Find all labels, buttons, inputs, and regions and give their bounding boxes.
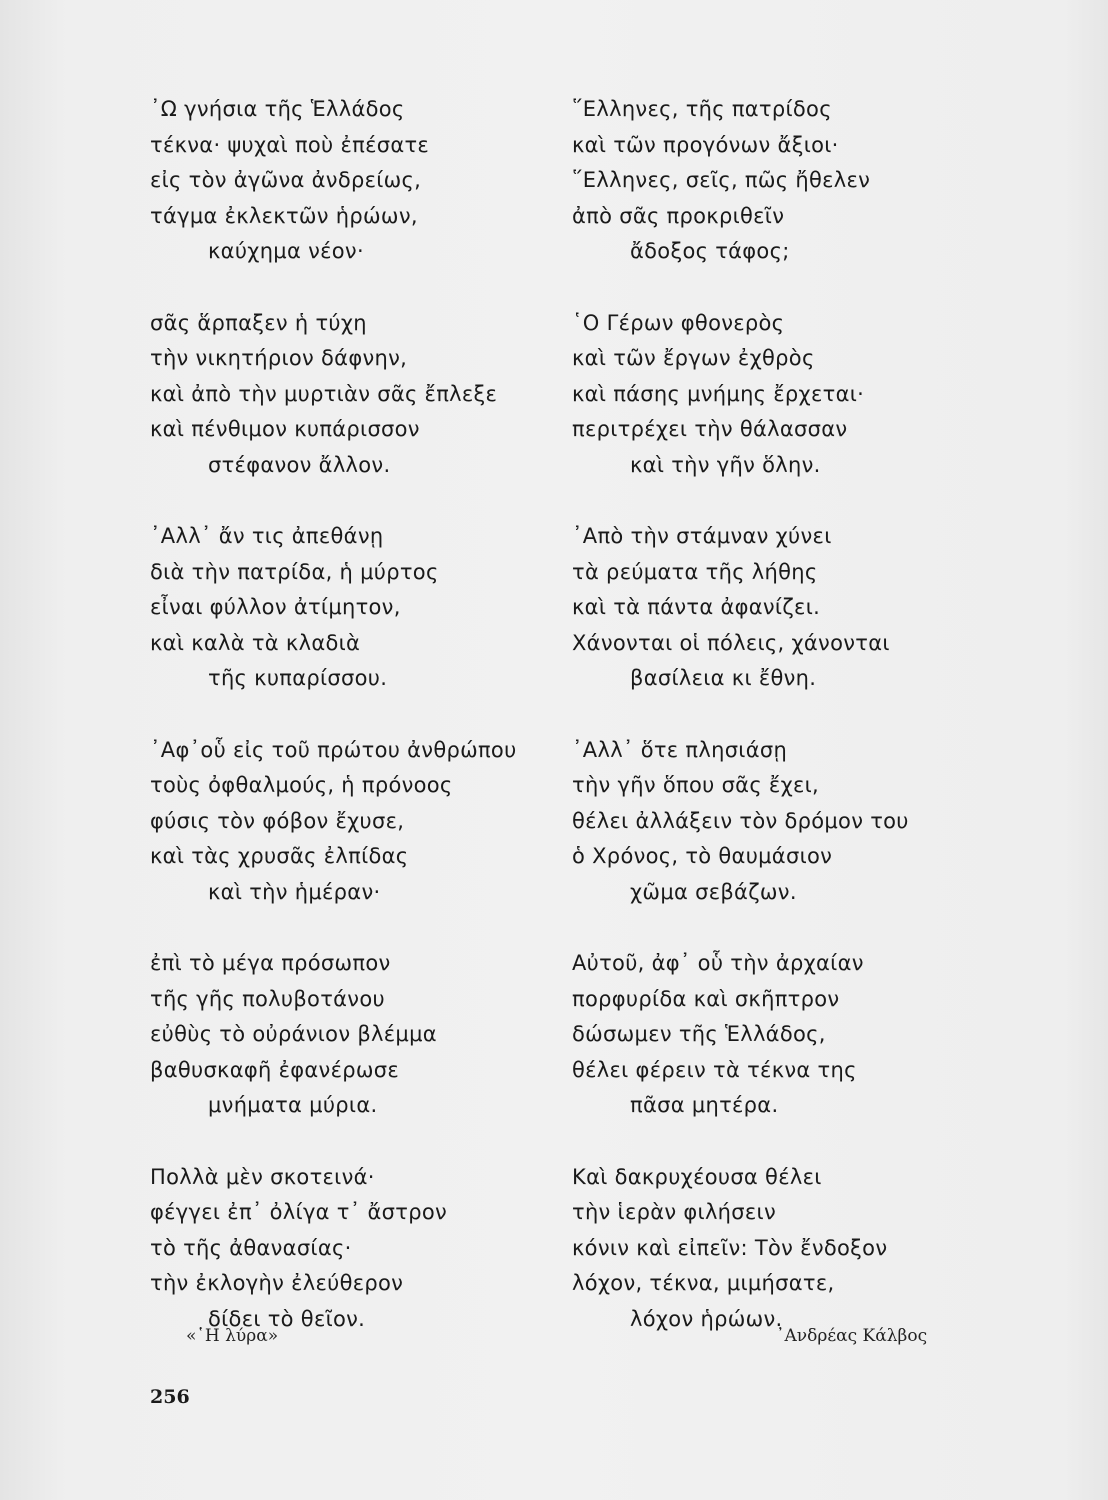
verse-line: τὴν γῆν ὅπου σᾶς ἔχει,: [572, 773, 820, 797]
stanza-gap: [150, 910, 550, 946]
verse-line: καὶ πένθιμον κυπάρισσον: [150, 417, 420, 441]
stanza: [150, 519, 550, 697]
verse-line: τὰ ρεύματα τῆς λήθης: [572, 559, 818, 584]
verse-line: Καὶ δακρυχέουσα θέλει: [572, 1164, 822, 1189]
verse-line: καὶ τὰ πάντα ἀφανίζει.: [572, 595, 821, 619]
verse-line: ἐπὶ τὸ μέγα πρόσωπον: [150, 951, 391, 975]
stanza-gap: [572, 697, 972, 733]
verse-line: περιτρέχει τὴν θάλασσαν: [572, 417, 848, 441]
stanza-gap: [150, 697, 550, 733]
verse-line: ῾Ο Γέρων φθονερὸς: [572, 310, 785, 335]
verse-line: ᾿Ω γνήσια τῆς Ἑλλάδος: [150, 97, 405, 121]
verse-line: καὶ ἀπὸ τὴν μυρτιὰν σᾶς ἔπλεξε: [150, 381, 498, 406]
verse-line: τὸ τῆς ἀθανασίας·: [150, 1235, 352, 1260]
stanza: [572, 1160, 972, 1338]
verse-line: ᾿Αφ᾿οὗ εἰς τοῦ πρώτου ἀνθρώπου: [150, 737, 517, 762]
verse-line: καὶ καλὰ τὰ κλαδιὰ: [150, 630, 361, 655]
source-title: «῾Η λύρα»: [186, 1326, 279, 1346]
verse-line: βαθυσκαφῆ ἐφανέρωσε: [150, 1057, 400, 1082]
poem-right-column: [572, 92, 972, 1337]
verse-line: δώσωμεν τῆς Ἑλλάδος,: [572, 1022, 826, 1046]
stanza: [150, 1160, 550, 1338]
verse-line: τοὺς ὀφθαλμούς, ἡ πρόνοος: [150, 773, 453, 797]
author-name: ᾿Ανδρέας Κάλβος: [776, 1326, 928, 1346]
stanza-gap: [572, 483, 972, 519]
verse-line: Πολλὰ μὲν σκοτεινά·: [150, 1164, 375, 1189]
stanza-gap: [150, 1124, 550, 1160]
verse-line: φύσις τὸν φόβον ἔχυσε,: [150, 808, 405, 833]
stanza-gap: [572, 270, 972, 306]
verse-line: ῞Ελληνες, τῆς πατρίδος: [572, 97, 832, 121]
verse-line: μνήματα μύρια.: [208, 1093, 378, 1117]
verse-line: ᾿Απὸ τὴν στάμναν χύνει: [572, 524, 832, 548]
stanza: [572, 92, 972, 270]
stanza-gap: [572, 910, 972, 946]
verse-line: θέλει ἀλλάξειν τὸν δρόμον του: [572, 808, 909, 833]
verse-line: πορφυρίδα καὶ σκῆπτρον: [572, 986, 840, 1011]
verse-line: καύχημα νέον·: [208, 239, 364, 263]
verse-line: τὴν ἱερὰν φιλήσειν: [572, 1200, 776, 1224]
poem-left-column: [150, 92, 550, 1337]
stanza: [150, 92, 550, 270]
verse-line: εἰς τὸν ἀγῶνα ἀνδρείως,: [150, 168, 422, 192]
verse-line: Αὐτοῦ, ἀφ᾿ οὗ τὴν ἀρχαίαν: [572, 951, 864, 975]
stanza: [150, 946, 550, 1124]
verse-line: πᾶσα μητέρα.: [630, 1093, 779, 1117]
verse-line: καὶ τὴν ἡμέραν·: [208, 879, 381, 904]
verse-line: βασίλεια κι ἔθνη.: [630, 666, 817, 690]
verse-line: ᾿Αλλ᾿ ἄν τις ἀπεθάνῃ: [150, 524, 384, 548]
stanza: [572, 946, 972, 1124]
verse-line: ὁ Χρόνος, τὸ θαυμάσιον: [572, 844, 833, 868]
verse-line: φέγγει ἐπ᾿ ὀλίγα τ᾿ ἄστρον: [150, 1200, 448, 1224]
verse-line: καὶ τῶν προγόνων ἄξιοι·: [572, 132, 839, 157]
verse-line: χῶμα σεβάζων.: [630, 879, 797, 904]
stanza: [150, 733, 550, 911]
stanza: [572, 733, 972, 911]
verse-line: τῆς γῆς πολυβοτάνου: [150, 986, 385, 1011]
verse-line: τὴν ἐκλογὴν ἐλεύθερον: [150, 1271, 404, 1295]
verse-line: κόνιν καὶ εἰπεῖν: Τὸν ἔνδοξον: [572, 1235, 888, 1260]
page-number: 256: [150, 1386, 190, 1408]
verse-line: ᾿Αλλ᾿ ὅτε πλησιάσῃ: [572, 737, 788, 762]
verse-line: ἄδοξος τάφος;: [630, 239, 790, 263]
verse-line: καὶ τὴν γῆν ὅλην.: [630, 452, 821, 477]
stanza-gap: [150, 483, 550, 519]
stanza-gap: [572, 1124, 972, 1160]
verse-line: τάγμα ἐκλεκτῶν ἡρώων,: [150, 203, 418, 228]
stanza: [572, 306, 972, 484]
verse-line: τῆς κυπαρίσσου.: [208, 666, 388, 690]
verse-line: ἀπὸ σᾶς προκριθεῖν: [572, 203, 785, 228]
verse-line: σᾶς ἅρπαξεν ἡ τύχη: [150, 310, 367, 335]
verse-line: καὶ τῶν ἔργων ἐχθρὸς: [572, 346, 815, 370]
verse-line: εὐθὺς τὸ οὐράνιον βλέμμα: [150, 1022, 437, 1046]
verse-line: διὰ τὴν πατρίδα, ἡ μύρτος: [150, 559, 439, 584]
verse-line: τέκνα· ψυχαὶ ποὺ ἐπέσατε: [150, 132, 430, 157]
verse-line: θέλει φέρειν τὰ τέκνα της: [572, 1057, 857, 1082]
verse-line: ῞Ελληνες, σεῖς, πῶς ἤθελεν: [572, 168, 871, 192]
verse-line: τὴν νικητήριον δάφνην,: [150, 346, 408, 370]
verse-line: στέφανον ἄλλον.: [208, 452, 391, 477]
stanza: [572, 519, 972, 697]
verse-line: καὶ τὰς χρυσᾶς ἐλπίδας: [150, 844, 409, 868]
verse-line: καὶ πάσης μνήμης ἔρχεται·: [572, 381, 865, 406]
verse-line: εἶναι φύλλον ἀτίμητον,: [150, 595, 401, 619]
verse-line: λόχον, τέκνα, μιμήσατε,: [572, 1271, 835, 1295]
stanza-gap: [150, 270, 550, 306]
verse-line: Χάνονται οἱ πόλεις, χάνονται: [572, 630, 890, 655]
stanza: [150, 306, 550, 484]
verse-line: λόχον ἡρώων.: [630, 1306, 783, 1331]
verse-line: δίδει τὸ θεῖον.: [208, 1306, 366, 1331]
